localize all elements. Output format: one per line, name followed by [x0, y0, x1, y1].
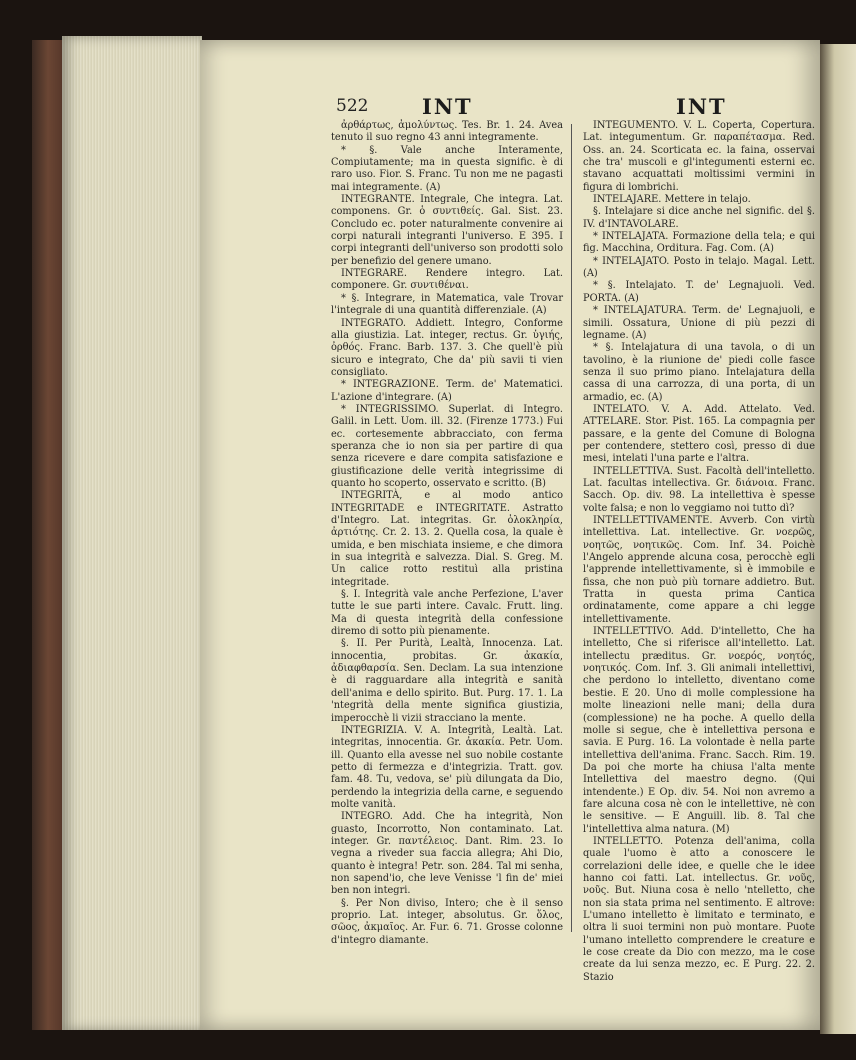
page-header: [330, 94, 810, 120]
dictionary-entry: * INTEGRISSIMO. Superlat. di Integro. Galil. in Lett. Uom. ill. 32. (Firenze 1773.) Fui ec. cortesemente abbracciato, con ferma speranza che io non sia per partire di qua senza ricevere e dare compita satisfazione e giustificazione delle verità integrissime di quanto ho scoperto, osservato e scritto. (B): [331, 403, 563, 489]
dictionary-entry: INTELLETTO. Potenza dell'anima, colla quale l'uomo è atto a conoscere le correlazioni delle idee, e quelle che le idee hanno coi fatti. Lat. intellectus. Gr. νοῦς, νοῦς. But. Niuna cosa è nello 'ntelletto, che non sia stata prima nel sentimento. E altrove: L'umano intelletto è limitato e terminato, e oltra li suoi termini non può montare. Puote l'umano intelletto comprendere le creature e le cose create da Dio con mezzo, ma le cose create da lui senza mezzo, ec. E Purg. 22. 2. Stazio: [583, 835, 815, 983]
next-page-edge: [820, 44, 856, 1034]
dictionary-entry: * §. Vale anche Interamente, Compiutamente; ma in questa signific. è di raro uso. Fior. S. Franc. Tu non me ne pagasti mai integramente. (A): [331, 144, 563, 193]
dictionary-entry: INTELLETTIVO. Add. D'intelletto, Che ha intelletto, Che si riferisce all'intelletto. Lat. intellectu præditus. Gr. νοερός, νοητός, νοητικός. Com. Inf. 3. Gli animali intellettivi, che perdono lo intelletto, diventano come bestie. E 20. Uno di molle complessione ha molte lineazioni nelle mani; della dura (complessione) ne ha poche. A quello della molle si segue, che è intellettiva persona e savia. E Purg. 16. La volontade è nella parte intellettiva dell'anima. Franc. Sacch. Rim. 19. Da poi che morte ha chiusa l'alta mente Intellettiva del maestro degno. (Qui intendente.) E Op. div. 54. Noi non avremo a fare alcuna cosa nè con le intellettive, nè con le sensitive. — E Anguill. lib. 8. Tal che l'intellettiva alma natura. (M): [583, 626, 815, 835]
dictionary-entry: §. Per Non diviso, Intero; che è il senso proprio. Lat. integer, absolutus. Gr. ὅλος, σῶος, ἀκμαῖος. Ar. Fur. 6. 71. Grosse colonne d'integro diamante.: [331, 897, 563, 946]
dictionary-entry: * §. Intelajato. T. de' Legnajuoli. Ved. PORTA. (A): [583, 280, 815, 304]
dictionary-entry: INTELLETTIVAMENTE. Avverb. Con virtù intellettiva. Lat. intellective. Gr. νοερῶς, νοητῶς, νοητικῶς. Com. Inf. 34. Poichè l'Angelo apprende alcuna cosa, perocchè egli l'apprende intellettivamente, sì è immobile e fissa, che non può più tornare addietro. But. Tratta in questa prima Cantica ordinatamente, come appare a chi legge intellettivamente.: [583, 515, 815, 625]
page-number: 522: [336, 96, 369, 116]
dictionary-entry: INTEGRO. Add. Che ha integrità, Non guasto, Incorrotto, Non contaminato. Lat. integer. Gr. παντέλειος. Dant. Rim. 23. Io vegna a riveder sua faccia allegra; Ahi Dio, quanto è integra! Petr. son. 284. Tal mi senha, non sapend'io, che leve Venisse 'l fin de' miei ben non integri.: [331, 811, 563, 897]
dictionary-entry: * INTELAJATO. Posto in telajo. Magal. Lett. (A): [583, 255, 815, 280]
left-column: [331, 120, 563, 946]
dictionary-entry: §. I. Integrità vale anche Perfezione, L'aver tutte le sue parti intere. Cavalc. Frutt. ling. Ma di questa integrità della confessione diremo di sotto più pienamente.: [331, 589, 563, 638]
dictionary-entry: * INTELAJATA. Formazione della tela; e qui fig. Macchina, Orditura. Fag. Com. (A): [583, 231, 815, 255]
dictionary-entry: * INTEGRAZIONE. Term. de' Matematici. L'azione d'integrare. (A): [331, 379, 563, 403]
dictionary-entry: INTEGRATO. Addiett. Integro, Conforme alla giustizia. Lat. integer, rectus. Gr. ὑγιής, ὀρθός. Franc. Barb. 137. 3. Che quell'è più sicuro e integrato, Che da' più savii ti vien consigliato.: [331, 317, 563, 378]
dictionary-entry: INTEGRIZIA. V. A. Integrità, Lealtà. Lat. integritas, innocentia. Gr. ἀκακία. Petr. Uom. ill. Quanto ella avesse nel suo nobile costante petto di fermezza e d'integrizia. Tratt. gov. fam. 48. Tu, vedova, se' più dilungata da Dio, perdendo la integrizia della carne, e seguendo molte vanità.: [331, 724, 563, 810]
dictionary-entry: INTEGUMENTO. V. L. Coperta, Copertura. Lat. integumentum. Gr. παραπέτασμα. Red. Oss. an. 24. Scorticata ec. la faina, osservai che tra' muscoli e gl'integumenti esterni ec. stavano acquattati moltissimi vermini in figura di lombrichi.: [583, 120, 815, 193]
dictionary-entry: INTEGRANTE. Integrale, Che integra. Lat. componens. Gr. ὁ συντιθείς. Gal. Sist. 23. Concludo ec. poter naturalmente convenire ai corpi naturali integranti l'universo. E 395. I corpi integranti dell'universo son prodotti solo per benefizio del genere umano.: [331, 194, 563, 267]
right-column: [583, 120, 815, 983]
guide-word-left: INT: [422, 94, 473, 119]
dictionary-entry: INTELATO. V. A. Add. Attelato. Ved. ATTELARE. Stor. Pist. 165. La compagnia per passare, e la gente del Comune di Bologna per contendere, stettero così, presso di due mesi, intelati l'una parte e l'altra.: [583, 403, 815, 465]
dictionary-entry: * INTELAJATURA. Term. de' Legnajuoli, e simili. Ossatura, Unione di più pezzi di legname. (A): [583, 305, 815, 341]
dictionary-entry: * §. Integrare, in Matematica, vale Trovar l'integrale di una quantità differenziale. (A): [331, 292, 563, 317]
dictionary-entry: INTEGRARE. Rendere integro. Lat. componere. Gr. συντιθέναι.: [331, 268, 563, 292]
dictionary-entry: INTELAJARE. Mettere in telajo.: [593, 194, 751, 206]
dictionary-entry: INTELLETTIVA. Sust. Facoltà dell'intelletto. Lat. facultas intellectiva. Gr. διάνοια. Franc. Sacch. Op. div. 98. La intellettiva è spesse volte falsa; e non lo veggiamo noi tutto dì?: [583, 465, 815, 514]
dictionary-entry: §. II. Per Purità, Lealtà, Innocenza. Lat. innocentia, probitas. Gr. ἀκακία, ἀδιαφθαρσία. Sen. Declam. La sua intenzione è di ragguardare alla integrità e sanità dell'anima e dello spirito. But. Purg. 17. 1. La 'ntegrità della mente significa giustizia, imperocchè li vizii stracciano la mente.: [331, 638, 563, 724]
page-edges: [62, 36, 202, 1030]
dictionary-entry: INTEGRITÀ, e al modo antico INTEGRITADE e INTEGRITATE. Astratto d'Integro. Lat. integritas. Gr. ὁλοκληρία, ἀρτιότης. Cr. 2. 13. 2. Quella cosa, la quale è umida, e ben mischiata insieme, e che dimora in sua integrità e salvezza. Dial. S. Greg. M. Un calice rotto restituì alla pristina integritade.: [331, 490, 563, 588]
guide-word-right: INT: [676, 94, 727, 119]
dictionary-entry: §. Intelajare si dice anche nel signific. del §. IV. d'INTAVOLARE.: [583, 206, 815, 230]
dictionary-entry: ἀρθάρτως, ἀμολύντως. Tes. Br. 1. 24. Avea tenuto il suo regno 43 anni integramente.: [331, 120, 563, 144]
column-divider: [571, 124, 572, 932]
dictionary-entry: * §. Intelajatura di una tavola, o di un tavolino, è la riunione de' piedi colle fasce senza il suo primo piano. Intelajatura della cassa di una carrozza, di una porta, di un armadio, ec. (A): [583, 342, 815, 403]
